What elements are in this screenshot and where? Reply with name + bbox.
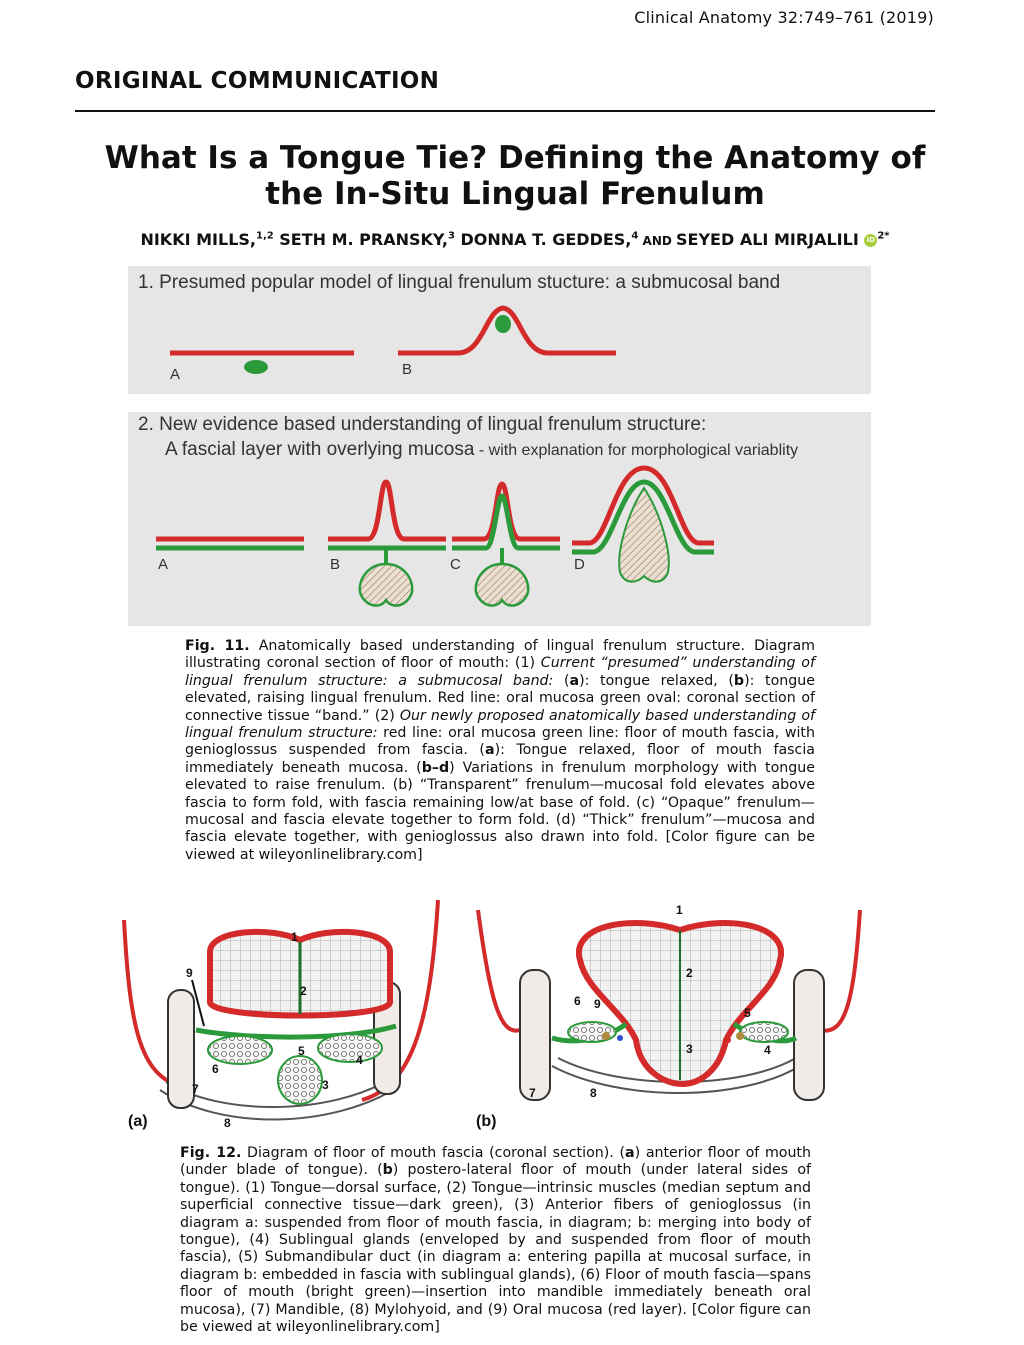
cap12-text: ) anterior floor of mouth (under blade of tongue). (: [180, 1145, 811, 1179]
panel2-label-a: A: [158, 556, 169, 573]
fig12a-num-9: 9: [186, 966, 193, 980]
fig12b-num-7: 7: [529, 1086, 536, 1100]
fig12b-vessel-left: [617, 1035, 623, 1041]
fig12-diagrams: [100, 890, 940, 1140]
cap11-text: ): tongue relaxed, (: [579, 672, 734, 689]
panel1-diagram: [128, 266, 871, 394]
fig12b-num-6: 6: [574, 994, 581, 1008]
fig11-panel-2: [128, 412, 871, 626]
fig12a-sublingual-right: [318, 1034, 382, 1062]
author-3-affil: 4: [631, 230, 639, 242]
cap11-italic: Current “presumed” understanding of lingual frenulum structure: a submucosal band:: [185, 655, 815, 689]
fig12b-duct-left: [602, 1032, 610, 1040]
cap12-bold: b: [382, 1162, 393, 1179]
cap11-text: ): tongue elevated, raising lingual frenulum. Red line: oral mucosa green oval: coronal section of connective tissue “band.” (2): [185, 672, 815, 724]
fig11-panel-1: [128, 266, 871, 394]
author-2: SETH M. PRANSKY,: [273, 230, 448, 249]
fig12b-num-1: 1: [676, 903, 683, 917]
fig12b-diagram: [478, 910, 860, 1100]
fig12a-mandible-left: [168, 990, 194, 1108]
panel2-label-d: D: [574, 556, 585, 573]
fig12a-num-3: 3: [322, 1078, 329, 1092]
panel2-diagram: [128, 412, 871, 626]
fig12a-num-8: 8: [224, 1116, 231, 1130]
author-1-affil: 1,2: [255, 230, 274, 242]
panel2-subtitle-main: A fascial layer with overlying mucosa: [165, 439, 475, 460]
fig12a-genioglossus: [278, 1056, 322, 1104]
submucosal-band-oval-elevated: [495, 315, 511, 333]
fig12a-num-7: 7: [192, 1082, 199, 1096]
diagB-mucosa: [328, 482, 446, 539]
fig12-label: Fig. 12.: [180, 1145, 242, 1161]
author-1: NIKKI MILLS,: [140, 230, 256, 249]
cap11-text: ): Tongue relaxed, floor of mouth fascia immediately beneath mucosa. (: [185, 742, 815, 776]
fig12-caption: [180, 1145, 811, 1336]
fig12b-num-3: 3: [686, 1042, 693, 1056]
fig12b-num-9: 9: [594, 997, 601, 1011]
fig12a-num-6: 6: [212, 1062, 219, 1076]
cap11-bold: b: [733, 672, 745, 689]
cap11-text: ) Variations in frenulum morphology with tongue elevated to raise frenulum. (b) “Transparent” frenulum—mucosal fold elevates above fascia to form fold, with fascia remaining low/at base of fold. (c) “Opaque” frenulum—mucosal and fascia elevate together to form fold. (d) “Thick” frenulum”—mucosa and fascia elevate together, with genioglossus also drawn into fold. [Color figure can be viewed at wileyonlinelibrary.com]: [185, 759, 815, 863]
header-rule: [75, 110, 935, 112]
panel1-label-a: A: [170, 366, 181, 383]
fig12a-num-5: 5: [298, 1044, 305, 1058]
cap11-bold: b–d: [421, 759, 450, 776]
fig12a-num-1: 1: [291, 930, 298, 944]
panel1-label-b: B: [402, 361, 413, 378]
fig12b-sublingual-right: [740, 1022, 788, 1042]
fig12b-num-8: 8: [590, 1086, 597, 1100]
fig12b-mandible-left: [520, 970, 550, 1100]
submucosal-band-oval: [244, 360, 268, 374]
fig12b-num-4: 4: [764, 1043, 771, 1057]
panel1-title: 1. Presumed popular model of lingual frenulum stucture: a submucosal band: [138, 272, 781, 293]
diagC-genioglossus: [476, 564, 529, 606]
fig12b-sublingual-left: [568, 1022, 616, 1042]
fig11-label: Fig. 11.: [185, 638, 250, 654]
cap11-text: (: [553, 672, 570, 689]
fig12b-vessel-right: [725, 1037, 731, 1043]
cap11-bold: a: [569, 672, 580, 689]
fig12a-sublingual-left: [208, 1036, 272, 1064]
fig12a-num-4: 4: [356, 1053, 363, 1067]
fig11-caption: [185, 638, 815, 864]
fig12b-duct-right: [736, 1032, 744, 1040]
article-title: [60, 140, 970, 212]
author-3: DONNA T. GEDDES,: [454, 230, 632, 249]
author-and: AND: [638, 234, 677, 248]
fig12a-num-2: 2: [300, 984, 307, 998]
fig12b-mandible-right: [794, 970, 824, 1100]
cap11-bold: a: [484, 742, 495, 759]
cap12-text: Diagram of floor of mouth fascia (coronal section). (: [241, 1145, 626, 1161]
cap12-text: ) postero-lateral floor of mouth (under lateral sides of tongue). (1) Tongue—dorsal surface, (2) Tongue—intrinsic muscles (median septum and superficial connective tissue—dark green), (3) Anterior fibers of genioglossus (in diagram a: suspended from floor of mouth fascia, in diagram; b: merging into body of tongue), (4) Sublingual glands (enveloped by and suspended from floor of mouth fascia), (5) Submandibular duct (in diagram a: entering papilla at mucosal surface, in diagram b: embedded in fascia with sublingual glands), (6) Floor of mouth fascia—spans floor of mouth (bright green)—insertion into mandible immediately beneath oral mucosa), (7) Mandible, (8) Mylohyoid, and (9) Oral mucosa (red layer). [Color figure can be viewed at wileyonlinelibrary.com]: [180, 1162, 812, 1336]
cap12-bold: a: [625, 1145, 635, 1161]
fig12a-diagram: [124, 900, 438, 1120]
title-line-1: What Is a Tongue Tie? Defining the Anatomy of: [104, 140, 926, 176]
author-4: SEYED ALI MIRJALILI: [676, 230, 859, 249]
fig12b-label: (b): [476, 1113, 497, 1130]
cap11-text: Anatomically based understanding of lingual frenulum structure. Diagram illustrating coronal section of floor of mouth: (1): [185, 638, 815, 672]
cap11-italic: Our newly proposed anatomically based understanding of lingual frenulum structure:: [185, 707, 815, 742]
panel2-label-b: B: [330, 556, 341, 573]
author-list: [60, 230, 970, 249]
title-line-2: the In-Situ Lingual Frenulum: [265, 176, 765, 212]
cap11-text: red line: oral mucosa green line: floor of mouth fascia, with genioglossus suspended from fascia. (: [185, 725, 815, 759]
orcid-icon[interactable]: iD: [864, 234, 877, 247]
journal-citation: Clinical Anatomy 32:749–761 (2019): [634, 8, 934, 27]
author-4-affil: 2*: [877, 230, 890, 242]
author-2-affil: 3: [447, 230, 455, 242]
diagB-genioglossus: [360, 564, 413, 606]
fig12b-num-2: 2: [686, 966, 693, 980]
section-heading: ORIGINAL COMMUNICATION: [75, 68, 440, 94]
panel2-subtitle-note: - with explanation for morphological variablity: [474, 442, 799, 459]
panel2-label-c: C: [450, 556, 461, 573]
panel2-title: 2. New evidence based understanding of lingual frenulum structure:: [138, 414, 707, 435]
fig12b-num-5: 5: [744, 1006, 751, 1020]
fig12a-label: (a): [128, 1113, 148, 1130]
